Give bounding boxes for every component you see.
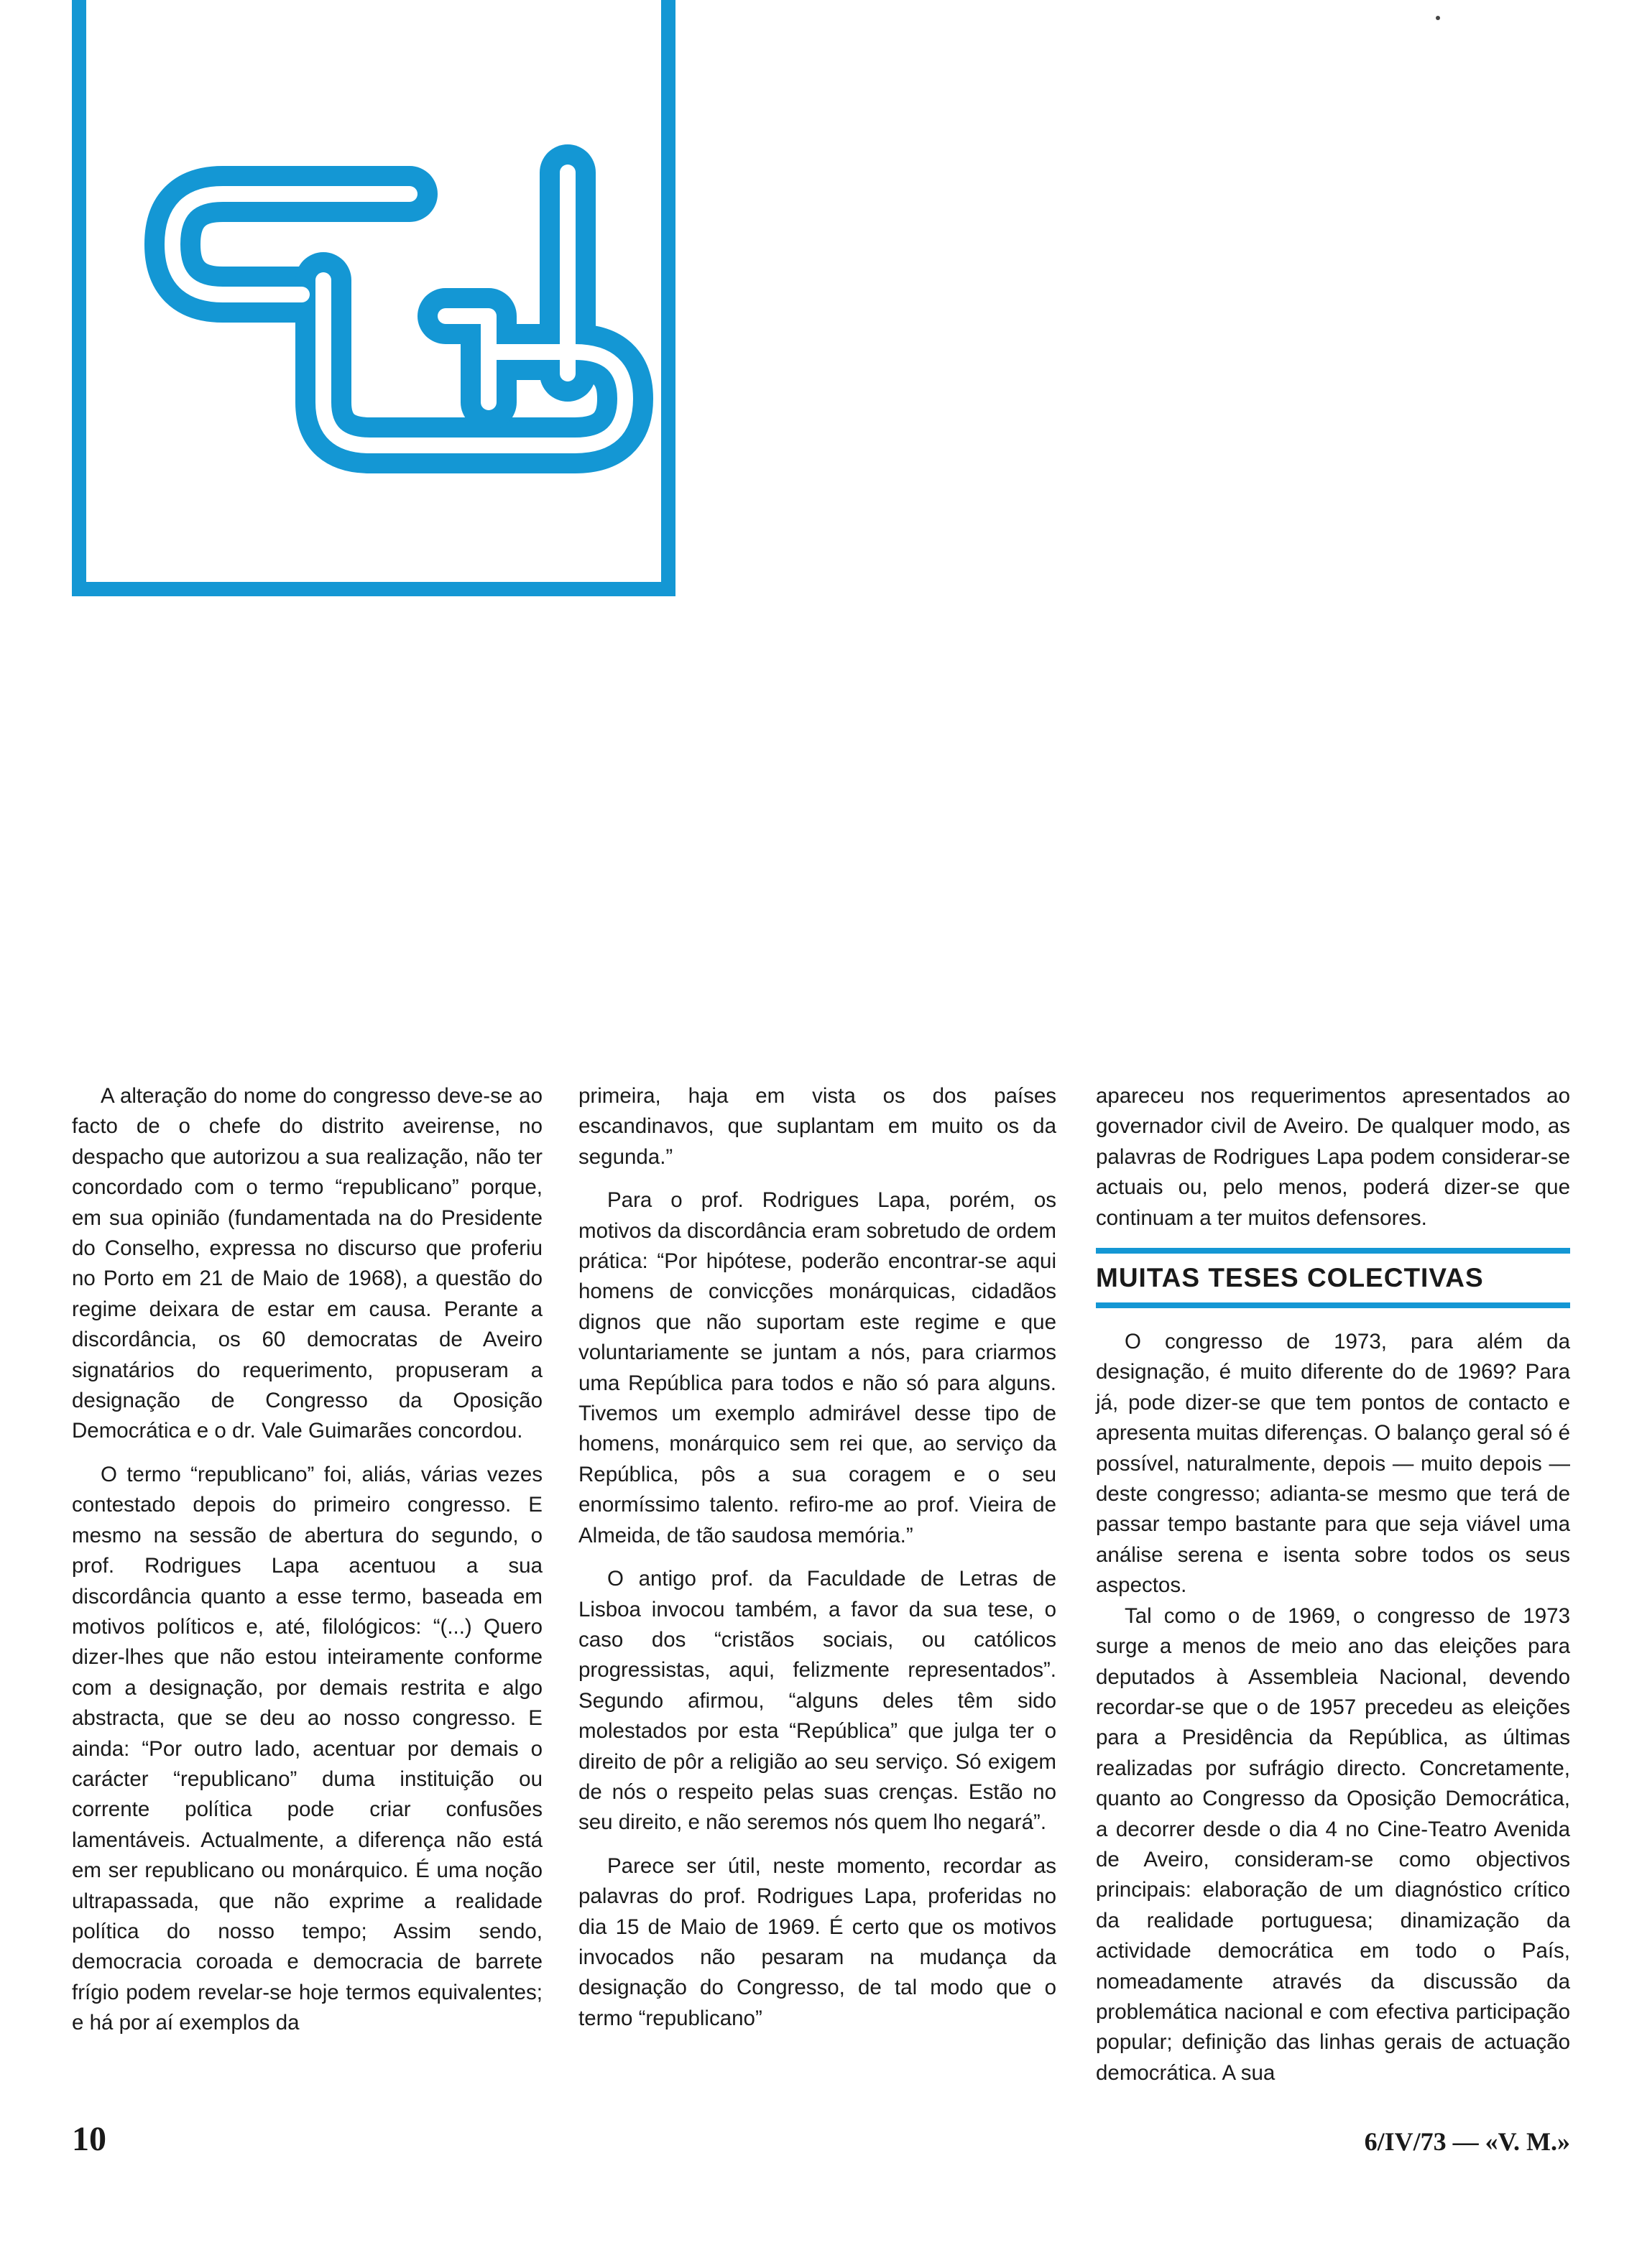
congress-logo-icon (86, 0, 661, 582)
paragraph: A alteração do nome do congresso deve-se ao facto de o chefe do distrito aveirense, no despacho que autorizou a sua realização, não ter concordado com o termo “republicano” porque, em sua opinião (fundamentada na do Presidente do Conselho, expressa no discurso que proferiu no Porto em 21 de Maio de 1968), a questão do regime deixara de estar em causa. Perante a discordância, os 60 democratas de Aveiro signatários do requerimento, propuseram a designação de Congresso da Oposição Democrática e o dr. Vale Guimarães concordou. (72, 1084, 543, 1443)
paragraph: apareceu nos requerimentos apresentados ao governador civil de Aveiro. De qualquer modo, as palavras de Rodrigues Lapa podem considerar-se actuais ou, pelo menos, poderá dizer-se que continuam a ter muitos defensores. (1096, 1084, 1570, 1230)
paragraph: O termo “republicano” foi, aliás, várias vezes contestado depois do primeiro congresso. E mesmo na sessão de abertura do segundo, o prof. Rodrigues Lapa acentuou a sua discordância quanto a esse termo, baseada em motivos políticos e, até, filológicos: “(...) Quero dizer-lhes que não estou inteiramente conforme com a designação, por demais restrita e algo abstracta, que se deu ao nosso congresso. E ainda: “Por outro lado, acentuar por demais o carácter “republicano” duma instituição ou corrente política pode criar confusões lamentáveis. Actualmente, a diferença não está em ser republicano ou monárquico. É uma noção ultrapassada, que não exprime a realidade política do nosso tempo; Assim sendo, democracia coroada e democracia de barrete frígio podem revelar-se hoje termos equivalentes; e há por aí exemplos da (72, 1462, 543, 2035)
section-heading: MUITAS TESES COLECTIVAS (1096, 1248, 1570, 1308)
paragraph: O antigo prof. da Faculdade de Letras de Lisboa invocou também, a favor da sua tese, o caso dos “cristãos sociais, ou católicos progressistas, aqui, felizmente representados”. Segundo afirmou, “alguns deles têm sido molestados por esta “República” que julga ter o direito de pôr a religião ao seu serviço. Só exigem de nós o respeito pelas suas crenças. Estão no seu direito, e não seremos nós quem lho negará”. (578, 1567, 1056, 1835)
paragraph: Para o prof. Rodrigues Lapa, porém, os motivos da discordância eram sobretudo de ordem prática: “Por hipótese, poderão encontrar-se aqui homens de convicções monárquicas, cidadãos dignos que não suportam este regime e que voluntariamente se juntam a nós, para criarmos uma República para todos e não só para alguns. Tivemos um exemplo admirável desse tipo de homens, monárquico sem rei que, ao serviço da República, pôs a sua coragem e o seu enormíssimo talento. refiro-me ao prof. Vieira de Almeida, de tão saudosa memória.” (578, 1188, 1056, 1547)
logo-frame (72, 0, 675, 596)
article-column-3 (1096, 1081, 1570, 2088)
print-speck (1436, 16, 1440, 20)
paragraph: Tal como o de 1969, o congresso de 1973 surge a menos de meio ano das eleições para deputados à Assembleia Nacional, devendo recordar-se que o de 1957 precedeu as eleições para a Presidência da República, as últimas realizadas por sufrágio directo. Concretamente, quanto ao Congresso da Oposição Democrática, a decorrer desde o dia 4 no Cine-Teatro Avenida de Aveiro, consideram-se como objectivos principais: elaboração de um diagnóstico crítico da realidade portuguesa; dinamização da actividade democrática em todo o País, nomeadamente através da discussão da problemática nacional e com efectiva participação popular; definição das linhas gerais de actuação democrática. A sua (1096, 1603, 1570, 2085)
paragraph: O congresso de 1973, para além da designação, é muito diferente do de 1969? Para já, pode dizer-se que tem pontos de contacto e apresenta muitas diferenças. O balanço geral só é possível, naturalmente, depois — muito depois — deste congresso; adianta-se mesmo que terá de passar tempo bastante para que seja viável uma análise serena e isenta sobre todos os seus aspectos. (1096, 1330, 1570, 1598)
paragraph: Parece ser útil, neste momento, recordar as palavras do prof. Rodrigues Lapa, proferidas no dia 15 de Maio de 1969. É certo que os motivos invocados não pesaram na mudança da designação do Congresso, de tal modo que o termo “republicano” (578, 1853, 1056, 2030)
article-column-1 (72, 1081, 543, 2039)
issue-date: 6/IV/73 — «V. M.» (1364, 2127, 1570, 2156)
paragraph: primeira, haja em vista os dos países escandinavos, que suplantam em muito os da segunda.” (578, 1084, 1056, 1169)
page-number: 10 (72, 2120, 106, 2158)
article-column-2 (578, 1081, 1056, 2034)
